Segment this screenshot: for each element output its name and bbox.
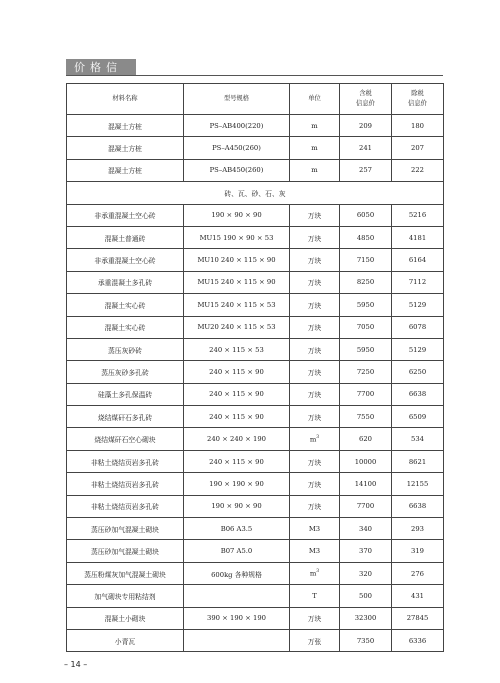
table-cell: 7350 (340, 629, 392, 651)
header-rule (66, 75, 443, 76)
table-cell: 万块 (290, 406, 340, 428)
table-cell: MU15 240 × 115 × 90 (184, 271, 290, 293)
section-label: 砖、瓦、砂、石、灰 (67, 182, 444, 204)
table-cell: 烧结煤矸石空心砌块 (67, 428, 184, 450)
table-row (67, 115, 444, 137)
table-cell: 4850 (340, 226, 392, 248)
table-cell: 蒸压灰砂多孔砖 (67, 361, 184, 383)
table-row (67, 473, 444, 495)
table-cell: 硅藻土多孔保温砖 (67, 383, 184, 405)
table-row (67, 450, 444, 472)
column-header: 除税 信息价 (392, 84, 444, 115)
table-cell: 万块 (290, 226, 340, 248)
table-cell: 非粘土烧结页岩多孔砖 (67, 495, 184, 517)
table-cell: 14100 (340, 473, 392, 495)
table-cell: MU10 240 × 115 × 90 (184, 249, 290, 271)
table-cell: 7250 (340, 361, 392, 383)
table-cell: 万块 (290, 249, 340, 271)
table-cell: 32300 (340, 607, 392, 629)
table-cell: PS–A450(260) (184, 137, 290, 159)
table-cell: M3 (290, 518, 340, 540)
table-cell: 319 (392, 540, 444, 562)
table-row (67, 585, 444, 607)
table-cell: 蒸压砂加气混凝土砌块 (67, 518, 184, 540)
table-cell: 7050 (340, 316, 392, 338)
table-row (67, 249, 444, 271)
table-cell: 万块 (290, 294, 340, 316)
table-cell: 240 × 115 × 90 (184, 406, 290, 428)
column-header: 单位 (290, 84, 340, 115)
table-cell: 240 × 115 × 53 (184, 338, 290, 360)
table-cell: 6336 (392, 629, 444, 651)
table-cell: 混凝土方桩 (67, 159, 184, 181)
table-body (67, 115, 444, 652)
table-header (67, 84, 444, 115)
table-cell: 非粘土烧结页岩多孔砖 (67, 450, 184, 472)
table-cell (184, 629, 290, 651)
table-cell: 非承重混凝土空心砖 (67, 204, 184, 226)
price-table (66, 83, 444, 652)
table-cell: 5129 (392, 338, 444, 360)
table-cell: 257 (340, 159, 392, 181)
table-cell: 万块 (290, 361, 340, 383)
table-cell: 207 (392, 137, 444, 159)
table-cell: MU15 190 × 90 × 53 (184, 226, 290, 248)
table-cell: 万块 (290, 450, 340, 472)
column-header: 材料名称 (67, 84, 184, 115)
table-cell: 7550 (340, 406, 392, 428)
table-cell: 混凝土普通砖 (67, 226, 184, 248)
table-cell: 混凝土实心砖 (67, 294, 184, 316)
table-cell: 万张 (290, 629, 340, 651)
table-row (67, 428, 444, 450)
table-cell: 万块 (290, 383, 340, 405)
table-row (67, 316, 444, 338)
table-row (67, 607, 444, 629)
table-cell: 6638 (392, 495, 444, 517)
table-cell: 190 × 190 × 90 (184, 473, 290, 495)
table-row (67, 137, 444, 159)
table-cell: 12155 (392, 473, 444, 495)
table-cell: 209 (340, 115, 392, 137)
table-cell: MU20 240 × 115 × 53 (184, 316, 290, 338)
table-cell: 非粘土烧结页岩多孔砖 (67, 473, 184, 495)
table-cell: 276 (392, 562, 444, 584)
table-cell: 万块 (290, 495, 340, 517)
table-cell: 5216 (392, 204, 444, 226)
table-cell: 293 (392, 518, 444, 540)
table-cell: 混凝土小砌块 (67, 607, 184, 629)
table-cell: 27845 (392, 607, 444, 629)
table-cell: m (290, 115, 340, 137)
table-cell: m (290, 159, 340, 181)
table-cell: 6638 (392, 383, 444, 405)
table-cell: 7150 (340, 249, 392, 271)
table-row (67, 495, 444, 517)
table-cell: 小青瓦 (67, 629, 184, 651)
table-cell: 8621 (392, 450, 444, 472)
table-cell: 5129 (392, 294, 444, 316)
table-cell: 7700 (340, 383, 392, 405)
table-cell: 万块 (290, 473, 340, 495)
table-cell: 承重混凝土多孔砖 (67, 271, 184, 293)
table-cell: 534 (392, 428, 444, 450)
table-cell: 222 (392, 159, 444, 181)
table-cell: 4181 (392, 226, 444, 248)
table-cell: 190 × 90 × 90 (184, 495, 290, 517)
table-cell: 7700 (340, 495, 392, 517)
table-cell: 6509 (392, 406, 444, 428)
table-cell: 431 (392, 585, 444, 607)
table-cell: 混凝土实心砖 (67, 316, 184, 338)
table-cell: 6250 (392, 361, 444, 383)
table-cell: 240 × 115 × 90 (184, 450, 290, 472)
table-row (67, 518, 444, 540)
table-cell: 390 × 190 × 190 (184, 607, 290, 629)
table-row (67, 540, 444, 562)
table-row (67, 226, 444, 248)
table-cell: 600kg 各种规格 (184, 562, 290, 584)
table-row (67, 204, 444, 226)
table-row (67, 159, 444, 181)
table-cell: 非承重混凝土空心砖 (67, 249, 184, 271)
table-cell (184, 585, 290, 607)
section-row (67, 182, 444, 204)
table-cell: 蒸压砂加气混凝土砌块 (67, 540, 184, 562)
table-cell: B06 A3.5 (184, 518, 290, 540)
table-cell: 240 × 115 × 90 (184, 361, 290, 383)
table-cell: 烧结煤矸石多孔砖 (67, 406, 184, 428)
table-cell: MU15 240 × 115 × 53 (184, 294, 290, 316)
table-cell: B07 A5.0 (184, 540, 290, 562)
table-cell: PS–AB400(220) (184, 115, 290, 137)
table-cell: 6050 (340, 204, 392, 226)
table-cell: 混凝土方桩 (67, 137, 184, 159)
table-cell: $m^3$ (290, 562, 340, 584)
table-cell: 万块 (290, 338, 340, 360)
column-header: 型号规格 (184, 84, 290, 115)
table-cell: 混凝土方桩 (67, 115, 184, 137)
column-header: 含税 信息价 (340, 84, 392, 115)
table-cell: 240 × 240 × 190 (184, 428, 290, 450)
table-cell: 180 (392, 115, 444, 137)
table-cell: 10000 (340, 450, 392, 472)
table-cell: 万块 (290, 271, 340, 293)
table-cell: 370 (340, 540, 392, 562)
table-cell: 241 (340, 137, 392, 159)
table-cell: 7112 (392, 271, 444, 293)
table-row (67, 294, 444, 316)
table-cell: 500 (340, 585, 392, 607)
table-cell: 万块 (290, 204, 340, 226)
table-cell: 蒸压粉煤灰加气混凝土砌块 (67, 562, 184, 584)
page-number: – 14 – (64, 660, 88, 669)
table-row (67, 406, 444, 428)
table-cell: 8250 (340, 271, 392, 293)
table-cell: $m^3$ (290, 428, 340, 450)
table-cell: 6078 (392, 316, 444, 338)
table-cell: 5950 (340, 338, 392, 360)
table-cell: 6164 (392, 249, 444, 271)
table-cell: 340 (340, 518, 392, 540)
table-row (67, 562, 444, 584)
table-cell: 320 (340, 562, 392, 584)
table-cell: 蒸压灰砂砖 (67, 338, 184, 360)
table-cell: PS–AB450(260) (184, 159, 290, 181)
table-cell: T (290, 585, 340, 607)
table-row (67, 383, 444, 405)
table-cell: M3 (290, 540, 340, 562)
table-cell: 万块 (290, 316, 340, 338)
table-cell: m (290, 137, 340, 159)
table-row (67, 361, 444, 383)
table-cell: 190 × 90 × 90 (184, 204, 290, 226)
table-cell: 240 × 115 × 90 (184, 383, 290, 405)
table-cell: 万块 (290, 607, 340, 629)
table-cell: 5950 (340, 294, 392, 316)
table-row (67, 271, 444, 293)
table-row (67, 338, 444, 360)
table-row (67, 629, 444, 651)
table-cell: 620 (340, 428, 392, 450)
section-title: 价格信息 (66, 59, 136, 76)
table-cell: 加气砌块专用粘结剂 (67, 585, 184, 607)
